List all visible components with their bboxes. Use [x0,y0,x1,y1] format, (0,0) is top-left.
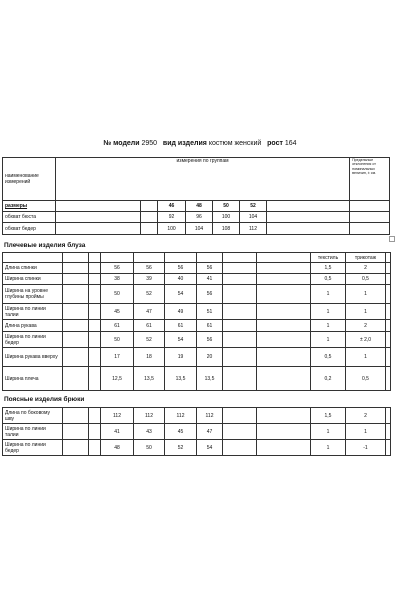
knit-tolerance: ± 2,0 [346,332,386,348]
empty-cell [223,320,257,332]
empty-cell [223,274,257,285]
empty-cell [223,367,257,391]
empty-cell [63,274,89,285]
value-cell: 17 [101,348,134,367]
empty-cell [63,285,89,304]
table-row [3,348,391,367]
empty-cell [257,320,311,332]
row-name: Длина рукава [3,320,63,332]
value-cell: 61 [197,320,223,332]
table-row [3,424,391,440]
groups-header: измерения по группам [56,158,350,201]
table-row [3,320,391,332]
empty-cell [257,285,311,304]
value-cell: 13,5 [165,367,197,391]
table-row [3,408,391,424]
empty-cell [223,285,257,304]
empty-cell [386,408,391,424]
value-cell: 61 [101,320,134,332]
empty-cell [63,304,89,320]
empty-cell [223,440,257,456]
knit-tolerance: 1 [346,285,386,304]
textile-tolerance: 0,2 [311,367,346,391]
empty-cell [257,408,311,424]
knit-tolerance: -1 [346,440,386,456]
textile-tolerance: 1 [311,304,346,320]
knit-tolerance: 2 [346,263,386,274]
empty-cell [63,348,89,367]
value-cell: 20 [197,348,223,367]
value-cell: 39 [134,274,165,285]
height-value: 164 [284,140,297,147]
value-cell: 61 [165,320,197,332]
row-name: Длина по боковому шву [3,408,63,424]
row-name: Ширина по линии талии [3,304,63,320]
item-label: вид изделия [162,140,207,147]
value-cell: 52 [134,332,165,348]
textile-tolerance: 0,5 [311,274,346,285]
empty-cell [223,304,257,320]
size-cell: 46 [158,201,186,212]
value-cell: 50 [101,332,134,348]
value-cell: 56 [134,263,165,274]
empty-cell [257,304,311,320]
value-cell: 47 [197,424,223,440]
value-cell: 49 [165,304,197,320]
tolerance-header: Предельные отклонения от номинальных величин, ± см. [350,158,390,201]
textile-tolerance: 1 [311,440,346,456]
table-row [3,285,391,304]
empty-cell [386,285,391,304]
textile-tolerance: 1,5 [311,408,346,424]
empty-cell [257,332,311,348]
sizes-label: размеры [3,201,56,212]
sizes-table [2,157,390,235]
value-cell: 100 [158,223,186,235]
empty-cell [223,263,257,274]
empty-cell [89,332,101,348]
pants-table [2,407,391,456]
row-name: Ширина по линии талии [3,424,63,440]
row-name: Длина спинки [3,263,63,274]
knit-tolerance: 2 [346,408,386,424]
size-cell: 52 [240,201,267,212]
value-cell: 48 [101,440,134,456]
table-row [3,212,390,223]
knit-tolerance: 1 [346,304,386,320]
empty-cell [89,348,101,367]
value-cell: 18 [134,348,165,367]
value-cell: 108 [213,223,240,235]
empty-cell [89,408,101,424]
table-row [3,274,391,285]
name-header: наименование измерений [3,158,56,201]
table-row [3,304,391,320]
value-cell: 52 [165,440,197,456]
table-row [3,332,391,348]
table-row [3,263,391,274]
model-label: № модели [103,140,140,147]
empty-cell [89,367,101,391]
empty-cell [386,424,391,440]
row-name: обхват бюста [3,212,56,223]
empty-cell [89,304,101,320]
textile-tolerance: 1 [311,424,346,440]
row-name: Ширина рукава вверху [3,348,63,367]
empty-cell [386,304,391,320]
value-cell: 13,5 [134,367,165,391]
empty-cell [89,285,101,304]
value-cell: 56 [197,263,223,274]
empty-cell [89,263,101,274]
value-cell: 41 [101,424,134,440]
empty-cell [89,440,101,456]
value-cell: 104 [186,223,213,235]
value-cell: 13,5 [197,367,223,391]
value-cell: 112 [101,408,134,424]
value-cell: 54 [165,285,197,304]
blouse-title: Плечевые изделия блуза [4,242,86,249]
value-cell: 104 [240,212,267,223]
empty-cell [89,274,101,285]
row-name: Ширина на уровне глубины проймы [3,285,63,304]
row-name: Ширина спинки [3,274,63,285]
empty-cell [386,274,391,285]
knit-tolerance: 1 [346,348,386,367]
value-cell: 100 [213,212,240,223]
empty-cell [63,424,89,440]
value-cell: 56 [197,332,223,348]
textile-tolerance: 1 [311,320,346,332]
empty-cell [386,367,391,391]
col-knit: трикотаж [346,253,386,263]
value-cell: 50 [101,285,134,304]
value-cell: 40 [165,274,197,285]
value-cell: 56 [101,263,134,274]
table-row [3,440,391,456]
empty-cell [223,348,257,367]
knit-tolerance: 0,5 [346,274,386,285]
value-cell: 47 [134,304,165,320]
knit-tolerance: 1 [346,424,386,440]
textile-tolerance: 1 [311,332,346,348]
size-cell: 50 [213,201,240,212]
knit-tolerance: 0,5 [346,367,386,391]
value-cell: 56 [165,263,197,274]
empty-cell [63,263,89,274]
height-label: рост [267,140,283,147]
empty-cell [386,263,391,274]
empty-cell [89,320,101,332]
value-cell: 92 [158,212,186,223]
model-value: 2950 [141,140,158,147]
empty-cell [257,440,311,456]
row-name: Ширина по линии бедер [3,440,63,456]
empty-cell [89,424,101,440]
empty-cell [257,424,311,440]
size-cell: 48 [186,201,213,212]
row-name: Ширина плеча [3,367,63,391]
pants-title: Поясные изделия брюки [4,396,85,403]
value-cell: 43 [134,424,165,440]
textile-tolerance: 0,5 [311,348,346,367]
empty-cell [63,367,89,391]
empty-cell [257,367,311,391]
empty-cell [63,332,89,348]
empty-cell [63,320,89,332]
empty-cell [63,440,89,456]
value-cell: 45 [165,424,197,440]
value-cell: 54 [197,440,223,456]
empty-cell [257,263,311,274]
value-cell: 52 [134,285,165,304]
value-cell: 41 [197,274,223,285]
textile-tolerance: 1 [311,285,346,304]
empty-cell [386,320,391,332]
value-cell: 19 [165,348,197,367]
value-cell: 112 [197,408,223,424]
row-name: обхват бедер [3,223,56,235]
value-cell: 112 [240,223,267,235]
value-cell: 96 [186,212,213,223]
value-cell: 112 [165,408,197,424]
empty-cell [223,332,257,348]
empty-cell [223,408,257,424]
value-cell: 61 [134,320,165,332]
document-title [0,139,400,148]
row-name: Ширина по линии бедер [3,332,63,348]
empty-cell [257,348,311,367]
empty-cell [223,424,257,440]
table-row [3,367,391,391]
value-cell: 54 [165,332,197,348]
empty-cell [63,408,89,424]
empty-cell [386,440,391,456]
value-cell: 38 [101,274,134,285]
knit-tolerance: 2 [346,320,386,332]
value-cell: 51 [197,304,223,320]
item-value: костюм женский [208,140,262,147]
corner-marker [389,236,395,242]
textile-tolerance: 1,5 [311,263,346,274]
empty-cell [386,348,391,367]
value-cell: 45 [101,304,134,320]
value-cell: 56 [197,285,223,304]
empty-cell [257,274,311,285]
empty-cell [386,332,391,348]
value-cell: 50 [134,440,165,456]
value-cell: 112 [134,408,165,424]
col-textile: текстиль [311,253,346,263]
value-cell: 12,5 [101,367,134,391]
blouse-table [2,252,391,391]
table-row [3,223,390,235]
